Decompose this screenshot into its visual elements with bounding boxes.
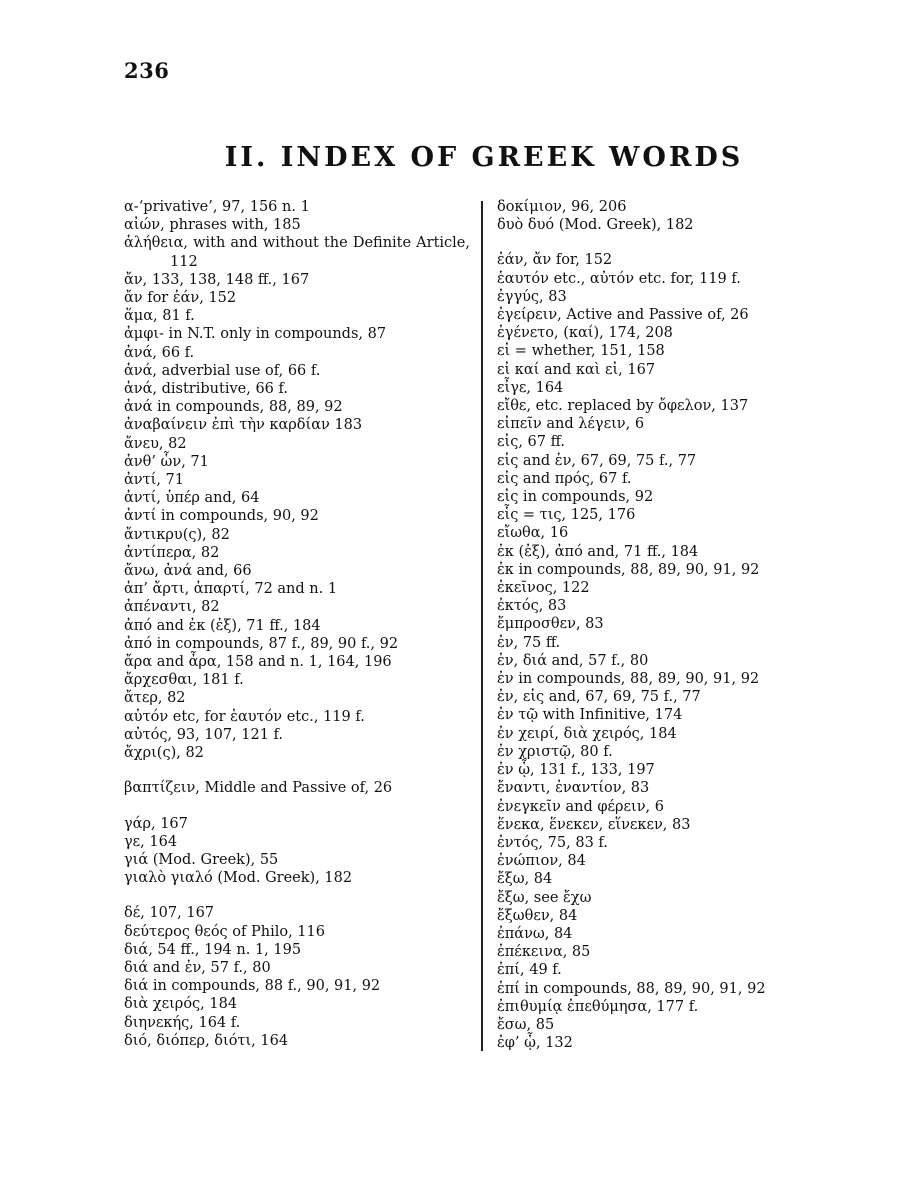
index-entry: ἀνά, distributive, 66 f. (124, 381, 288, 398)
index-entry: ἄνευ, 82 (124, 435, 187, 452)
index-entry: εἰς, 67 ff. (497, 434, 565, 451)
index-entry: εἰ = whether, 151, 158 (497, 343, 665, 360)
index-entry: διὰ χειρός, 184 (124, 996, 238, 1013)
index-entry: ἀπέναντι, 82 (124, 599, 220, 616)
index-entry: ἀντίπερα, 82 (124, 544, 220, 561)
index-entry: εἴωθα, 16 (497, 525, 569, 542)
index-entry: ἐν χριστῷ, 80 f. (497, 743, 613, 760)
index-section (124, 815, 470, 888)
index-entry: ἀπό and ἐκ (ἐξ), 71 ff., 184 (124, 617, 321, 634)
index-entry: ἀναβαίνειν ἐπὶ τὴν καρδίαν 183 (124, 417, 363, 434)
index-entry: γε, 164 (124, 833, 178, 850)
index-section (124, 779, 470, 797)
index-entry: ἄν, 133, 138, 148 ff., 167 (124, 271, 310, 288)
column-divider (481, 201, 483, 1051)
index-entry: δεύτερος θεός of Philo, 116 (124, 923, 325, 940)
index-entry: ἐκεῖνος, 122 (497, 580, 590, 597)
index-entry: αὐτόν etc, for ἑαυτόν etc., 119 f. (124, 708, 365, 725)
index-entry: ἀντί, 71 (124, 472, 184, 489)
index-entry: ἐκτός, 83 (497, 598, 567, 615)
index-entry: ἐν, εἰς and, 67, 69, 75 f., 77 (497, 689, 701, 706)
index-entry: ἀντί in compounds, 90, 92 (124, 508, 319, 525)
index-entry: αὐτός, 93, 107, 121 f. (124, 726, 284, 743)
index-entry: ἐκ (ἐξ), ἀπό and, 71 ff., 184 (497, 543, 699, 560)
index-entry: διά, 54 ff., 194 n. 1, 195 (124, 941, 302, 958)
index-entry: ἀπ’ ἄρτι, ἀπαρτί, 72 and n. 1 (124, 581, 338, 598)
index-entry: ἄν for ἐάν, 152 (124, 290, 237, 307)
index-entry: ἐφ’ ᾧ, 132 (497, 1035, 573, 1052)
index-entry: εἰ καί and καὶ εἰ, 167 (497, 361, 656, 378)
index-entry: ἐν ᾧ, 131 f., 133, 197 (497, 762, 655, 779)
index-entry: ἔξωθεν, 84 (497, 907, 578, 924)
index-entry: γιά (Mod. Greek), 55 (124, 851, 279, 868)
index-entry: εἶγε, 164 (497, 379, 564, 396)
index-entry: ἐάν, ἄν for, 152 (497, 252, 613, 269)
index-section (497, 251, 797, 1052)
index-entry: διηνεκής, 164 f. (124, 1014, 241, 1031)
index-entry: α-‘privative’, 97, 156 n. 1 (124, 199, 310, 215)
index-entry: ἀνθ’ ὧν, 71 (124, 453, 209, 470)
index-entry: ἐν χειρί, διὰ χειρός, 184 (497, 725, 677, 742)
index-entry: ἐντός, 75, 83 f. (497, 834, 608, 851)
index-entry: ἐνώπιον, 84 (497, 853, 586, 870)
index-section (124, 904, 470, 1050)
index-entry: ἐγγύς, 83 (497, 288, 567, 305)
index-entry: ἄρχεσθαι, 181 f. (124, 672, 244, 689)
index-entry: ἀνά, adverbial use of, 66 f. (124, 362, 321, 379)
index-entry: ἄνω, ἀνά and, 66 (124, 563, 252, 580)
index-entry: γιαλὸ γιαλό (Mod. Greek), 182 (124, 870, 353, 887)
index-entry: ἐν, 75 ff. (497, 634, 561, 651)
index-entry: ἑαυτόν etc., αὐτόν etc. for, 119 f. (497, 270, 741, 287)
index-entry: ἀλήθεια, with and without the Definite Article, 112 (124, 235, 470, 270)
index-entry: διά and ἐν, 57 f., 80 (124, 959, 271, 976)
index-entry: εἰς and ἐν, 67, 69, 75 f., 77 (497, 452, 697, 469)
index-entry: αἰών, phrases with, 185 (124, 217, 301, 234)
index-entry: ἐκ in compounds, 88, 89, 90, 91, 92 (497, 561, 760, 578)
index-section (124, 198, 470, 762)
index-entry: δοκίμιον, 96, 206 (497, 199, 627, 215)
index-entry: ἀπό in compounds, 87 f., 89, 90 f., 92 (124, 635, 399, 652)
index-section (497, 198, 797, 234)
index-entry: εἴθε, etc. replaced by ὄφελον, 137 (497, 398, 749, 415)
index-entry: ἀνά in compounds, 88, 89, 92 (124, 399, 343, 416)
index-entry: βαπτίζειν, Middle and Passive of, 26 (124, 780, 393, 797)
index-entry: ἐν, διά and, 57 f., 80 (497, 652, 649, 669)
index-entry: ἐπέκεινα, 85 (497, 944, 591, 961)
index-entry: ἄχρι(ς), 82 (124, 745, 204, 762)
index-entry: ἐν τῷ with Infinitive, 174 (497, 707, 683, 724)
page-number: 236 (124, 58, 170, 83)
index-entry: ἐγείρειν, Active and Passive of, 26 (497, 307, 749, 324)
index-entry: διά in compounds, 88 f., 90, 91, 92 (124, 978, 381, 995)
index-entry: εἰς in compounds, 92 (497, 489, 654, 506)
index-entry: εἰς and πρός, 67 f. (497, 470, 632, 487)
index-entry: ἔξω, 84 (497, 871, 553, 888)
index-entry: ἐπί in compounds, 88, 89, 90, 91, 92 (497, 980, 766, 997)
index-entry: δυὸ δυό (Mod. Greek), 182 (497, 217, 694, 234)
index-entry: ἀμφι- in N.T. only in compounds, 87 (124, 326, 387, 343)
index-entry: ἀντί, ὑπέρ and, 64 (124, 490, 260, 507)
index-entry: ἀνά, 66 f. (124, 344, 195, 361)
index-entry: εἰπεῖν and λέγειν, 6 (497, 416, 645, 433)
index-entry: ἐπιθυμίᾳ ἐπεθύμησα, 177 f. (497, 998, 699, 1015)
index-entry: εἷς = τις, 125, 176 (497, 507, 636, 524)
index-entry: ἐν in compounds, 88, 89, 90, 91, 92 (497, 671, 760, 688)
index-entry: ἐγένετο, (καί), 174, 208 (497, 325, 673, 342)
index-entry: ἐνεγκεῖν and φέρειν, 6 (497, 798, 664, 815)
index-left-column (124, 198, 470, 1050)
index-right-column (497, 198, 797, 1052)
index-entry: ἔσω, 85 (497, 1016, 555, 1033)
index-entry: ἔμπροσθεν, 83 (497, 616, 604, 633)
index-entry: ἄντικρυ(ς), 82 (124, 526, 230, 543)
index-entry: ἄρα and ἆρα, 158 and n. 1, 164, 196 (124, 654, 392, 671)
index-entry: ἔξω, see ἔχω (497, 889, 592, 906)
index-entry: δέ, 107, 167 (124, 905, 215, 922)
index-entry: ἐπί, 49 f. (497, 962, 562, 979)
index-entry: ἄτερ, 82 (124, 690, 186, 707)
index-entry: ἕνεκα, ἕνεκεν, εἵνεκεν, 83 (497, 816, 691, 833)
index-entry: ἐπάνω, 84 (497, 925, 573, 942)
page-title: II. INDEX OF GREEK WORDS (224, 142, 744, 173)
index-entry: ἅμα, 81 f. (124, 308, 195, 325)
index-entry: ἔναντι, ἐναντίον, 83 (497, 780, 650, 797)
index-entry: γάρ, 167 (124, 815, 188, 832)
index-entry: διό, διόπερ, διότι, 164 (124, 1032, 289, 1049)
